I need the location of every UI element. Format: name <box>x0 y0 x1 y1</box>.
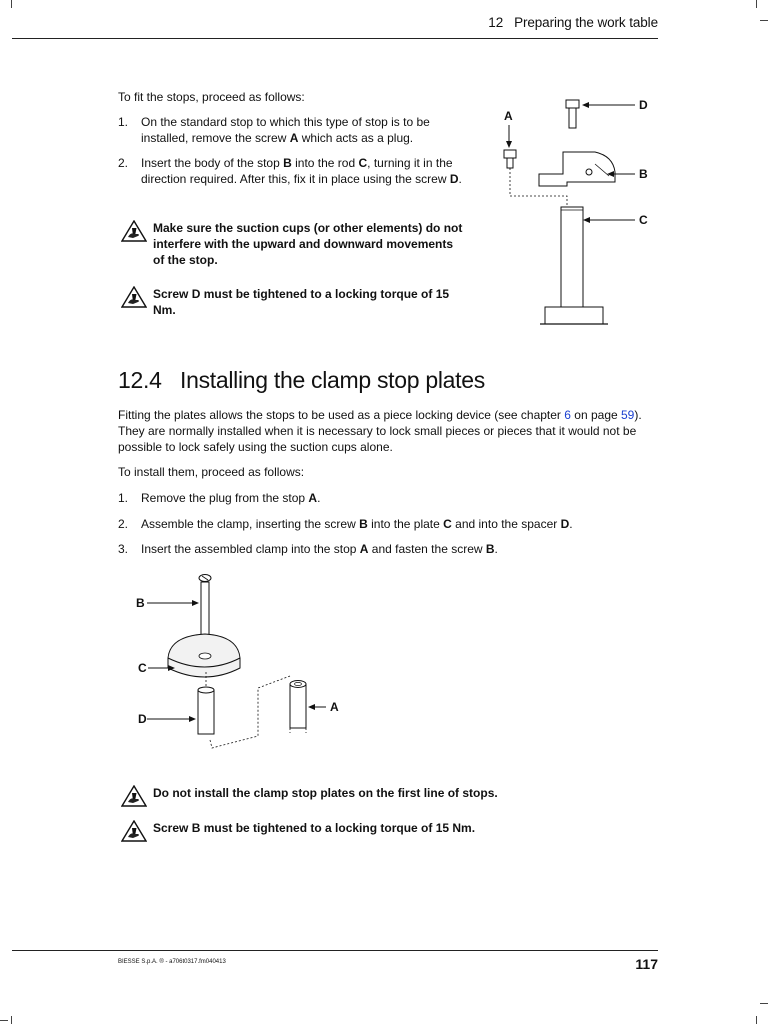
arrowhead <box>582 102 589 108</box>
spacer-d <box>198 690 214 734</box>
label-c: C <box>138 661 147 675</box>
step-number: 2. <box>118 517 129 531</box>
arrowhead <box>192 600 199 606</box>
step-text: Remove the plug from the stop A. <box>141 491 321 505</box>
plate-c-hole <box>199 653 211 659</box>
crop-mark <box>11 1016 12 1024</box>
label-d: D <box>639 98 648 112</box>
step-number: 1. <box>118 115 129 129</box>
warning-text: Screw B must be tightened to a locking torque of 15 Nm. <box>153 821 476 835</box>
warning-note <box>121 286 466 318</box>
page-link[interactable]: 59 <box>621 408 635 422</box>
screw-d-shank <box>569 108 576 128</box>
section-number: 12.4 <box>118 367 162 393</box>
warning-hand-icon <box>121 286 147 308</box>
stop-assembly-figure <box>495 92 675 332</box>
step-item <box>118 114 463 146</box>
arrowhead <box>308 704 315 710</box>
footer-copyright: BIESSE S.p.A. ® - a706t0317.fm040413 <box>118 959 226 965</box>
step-number: 1. <box>118 491 129 505</box>
rod-c <box>561 207 583 307</box>
chapter-link[interactable]: 6 <box>564 408 571 422</box>
plug-a-shank <box>507 158 513 168</box>
crop-mark <box>0 1020 8 1021</box>
chapter-title: Preparing the work table <box>514 15 658 30</box>
warning-note <box>121 220 466 268</box>
label-b: B <box>639 167 648 181</box>
step-text: On the standard stop to which this type of stop is to be installed, remove the screw A which acts as a plug. <box>141 115 430 145</box>
running-header <box>488 15 658 30</box>
section-paragraph: Fitting the plates allows the stops to be used as a piece locking device (see chapter 6 on page 59). They are normally installed when it is necessary to lock small pieces or pieces that it would not be possible to lock safely using the suction cups alone. <box>118 408 642 454</box>
crop-mark <box>11 0 12 8</box>
stop-pin <box>586 169 592 175</box>
stop-body-b <box>539 152 615 186</box>
step-text: Insert the assembled clamp into the stop A and fasten the screw B. <box>141 542 498 556</box>
step-item <box>118 155 463 187</box>
warning-note <box>121 785 641 801</box>
header-rule <box>12 38 658 39</box>
warning-note <box>121 820 641 836</box>
label-a: A <box>330 700 339 714</box>
assembly-dashed-line <box>210 676 290 748</box>
step-text: Insert the body of the stop B into the rod C, turning it in the direction required. After this, fix it in place using the screw D. <box>141 156 462 186</box>
stop-a <box>290 684 306 728</box>
spacer-d-top <box>198 687 214 693</box>
clamp-assembly-figure <box>130 568 360 763</box>
warning-hand-icon <box>121 820 147 842</box>
screw-b-shank <box>201 582 209 642</box>
section-title: Installing the clamp stop plates <box>180 367 485 393</box>
install-intro-text: To install them, proceed as follows: <box>118 465 305 479</box>
label-b: B <box>136 596 145 610</box>
label-d: D <box>138 712 147 726</box>
stop-base <box>545 307 603 324</box>
plug-a <box>504 150 516 158</box>
warning-text: Make sure the suction cups (or other elements) do not interfere with the upward and downward movements of the stop. <box>153 221 463 267</box>
step-number: 2. <box>118 156 129 170</box>
label-c: C <box>639 213 648 227</box>
chapter-number: 12 <box>488 15 504 30</box>
crop-mark <box>760 1003 768 1004</box>
step-item <box>118 541 663 557</box>
warning-hand-icon <box>121 220 147 242</box>
step-text: Assemble the clamp, inserting the screw B into the plate C and into the spacer D. <box>141 517 573 531</box>
screw-d-head <box>566 100 579 108</box>
footer-rule <box>12 950 658 951</box>
stop-a-hole <box>295 682 302 685</box>
crop-mark <box>756 0 757 8</box>
section-heading <box>118 367 485 394</box>
arrowhead <box>189 716 196 722</box>
arrowhead <box>506 141 512 148</box>
label-a: A <box>504 109 513 123</box>
step-item <box>118 516 663 532</box>
step-number: 3. <box>118 542 129 556</box>
arrowhead <box>583 217 590 223</box>
crop-mark <box>756 1016 757 1024</box>
intro-text: To fit the stops, proceed as follows: <box>118 90 305 104</box>
warning-text: Do not install the clamp stop plates on the first line of stops. <box>153 786 498 800</box>
warning-text: Screw D must be tightened to a locking torque of 15 Nm. <box>153 287 450 317</box>
page-number: 117 <box>635 956 658 972</box>
crop-mark <box>760 20 768 21</box>
step-item <box>118 490 663 506</box>
warning-hand-icon <box>121 785 147 807</box>
